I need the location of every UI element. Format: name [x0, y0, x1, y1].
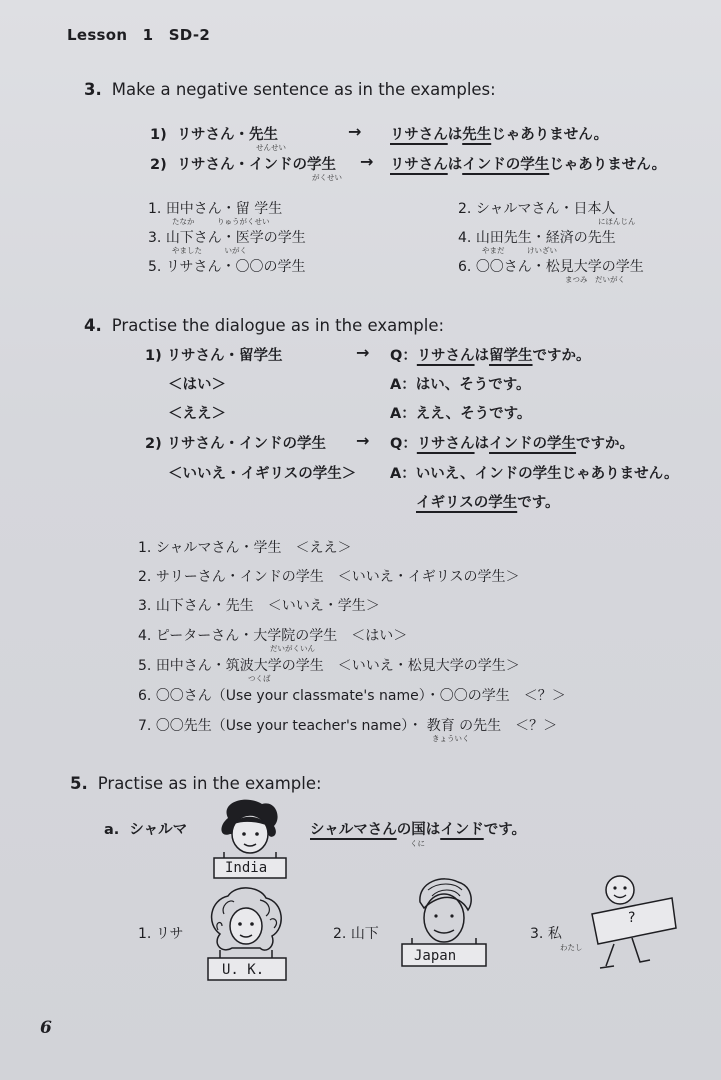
list-item: 5. 田中さん・筑波大学の学生 ＜いいえ・松見大学の学生＞ [138, 658, 520, 674]
ruby-reading: がくせい [312, 173, 342, 182]
dialogue-ex1-question: Q：リサさんは留学生ですか。 [390, 348, 591, 364]
example-2-cue [150, 153, 336, 174]
list-item: 3. 山下さん・医学の学生 [148, 230, 306, 246]
underlined-predicate: 先生 [462, 127, 492, 143]
section-title-text: Make a negative sentence as in the examples: [111, 80, 496, 99]
ruby-reading: つくば [248, 674, 271, 683]
arrow-icon: → [348, 122, 362, 141]
ruby-reading: せんせい [256, 143, 286, 152]
list-item: 4. 山田先生・経済の先生 [458, 230, 616, 246]
example-cue-text: リサさん・インドの学生 [176, 157, 337, 173]
example-1-answer: リサさんは先生じゃありません。 [390, 127, 609, 143]
response-cue: ＜ええ＞ [168, 406, 226, 422]
ruby-reading: やました いがく [172, 246, 247, 255]
page-number: 6 [40, 1018, 52, 1038]
ruby-reading: にほんじん [598, 217, 636, 226]
response-answer: A：ええ、そうです。 [390, 406, 532, 422]
example-2-answer: リサさんはインドの学生じゃありません。 [390, 157, 667, 173]
lesson-header: Lesson 1 SD-2 [67, 26, 211, 44]
list-item: 2. 山下 [333, 926, 379, 942]
underlined-predicate: インドの学生 [462, 157, 550, 173]
example-number: 1) [150, 127, 167, 143]
section-title-text: Practise the dialogue as in the example: [111, 316, 445, 335]
section-title-text: Practise as in the example: [97, 774, 322, 793]
sign-label: Japan [414, 948, 457, 964]
dialogue-ex2-question: Q：リサさんはインドの学生ですか。 [390, 436, 635, 452]
section-number: 4. [84, 316, 102, 335]
ruby-reading: だいがくいん [270, 644, 315, 653]
list-item: 6. 〇〇さん（Use your classmate's name）・〇〇の学生 ＜？＞ [138, 688, 566, 704]
example-1-cue [150, 123, 278, 144]
arrow-icon: → [356, 343, 370, 362]
list-item: 2. サリーさん・インドの学生 ＜いいえ・イギリスの学生＞ [138, 569, 520, 585]
ruby-reading: わたし [560, 943, 583, 952]
example-a-answer: シャルマさんの国はインドです。 [310, 822, 527, 838]
response-answer: A：いいえ、インドの学生じゃありません。 [390, 466, 679, 482]
ruby-reading: やまだ けいざい [482, 246, 557, 255]
sign-label: India [225, 860, 268, 876]
example-cue-text: リサさん・先生 [176, 127, 279, 143]
sign-label: U. K. [222, 962, 265, 978]
list-item: 1. 田中さん・留 学生 [148, 201, 283, 217]
answer-ending: じゃありません。 [549, 157, 667, 173]
dialogue-ex2-cue: 2) リサさん・インドの学生 [145, 436, 326, 452]
section-number: 3. [84, 80, 102, 99]
section-3-title [84, 80, 496, 99]
list-item: 2. シャルマさん・日本人 [458, 201, 616, 217]
response-cue: ＜はい＞ [168, 377, 226, 393]
arrow-icon: → [356, 431, 370, 450]
section-4-title [84, 316, 444, 335]
section-number: 5. [70, 774, 88, 793]
answer-ending: じゃありません。 [491, 127, 609, 143]
arrow-icon: → [360, 152, 374, 171]
ruby-reading: まつみ だいがく [565, 275, 625, 284]
ruby-reading: きょういく [432, 734, 470, 743]
list-item: 1. リサ [138, 926, 184, 942]
list-item: 4. ピーターさん・大学院の学生 ＜はい＞ [138, 628, 408, 644]
underlined-subject: リサさん [390, 157, 448, 173]
response-answer-line2: イギリスの学生です。 [416, 495, 560, 511]
list-item: 1. シャルマさん・学生 ＜ええ＞ [138, 540, 352, 556]
list-item: 6. 〇〇さん・松見大学の学生 [458, 259, 644, 275]
list-item: 3. 私 [530, 926, 562, 942]
ruby-reading: くに [410, 839, 425, 848]
ruby-reading: たなか りゅうがくせい [172, 217, 270, 226]
list-item: 5. リサさん・〇〇の学生 [148, 259, 306, 275]
list-item: 7. 〇〇先生（Use your teacher's name）・ 教育 の先生 ＜？＞ [138, 718, 558, 734]
section-5-title [70, 774, 322, 793]
sign-label: ? [628, 910, 636, 926]
dialogue-ex1-cue: 1) リサさん・留学生 [145, 348, 283, 364]
response-cue: ＜いいえ・イギリスの学生＞ [168, 466, 357, 482]
example-number: 2) [150, 157, 167, 173]
response-answer: A：はい、そうです。 [390, 377, 531, 393]
example-a-label: a. シャルマ [104, 822, 188, 838]
list-item: 3. 山下さん・先生 ＜いいえ・学生＞ [138, 598, 380, 614]
underlined-subject: リサさん [390, 127, 448, 143]
